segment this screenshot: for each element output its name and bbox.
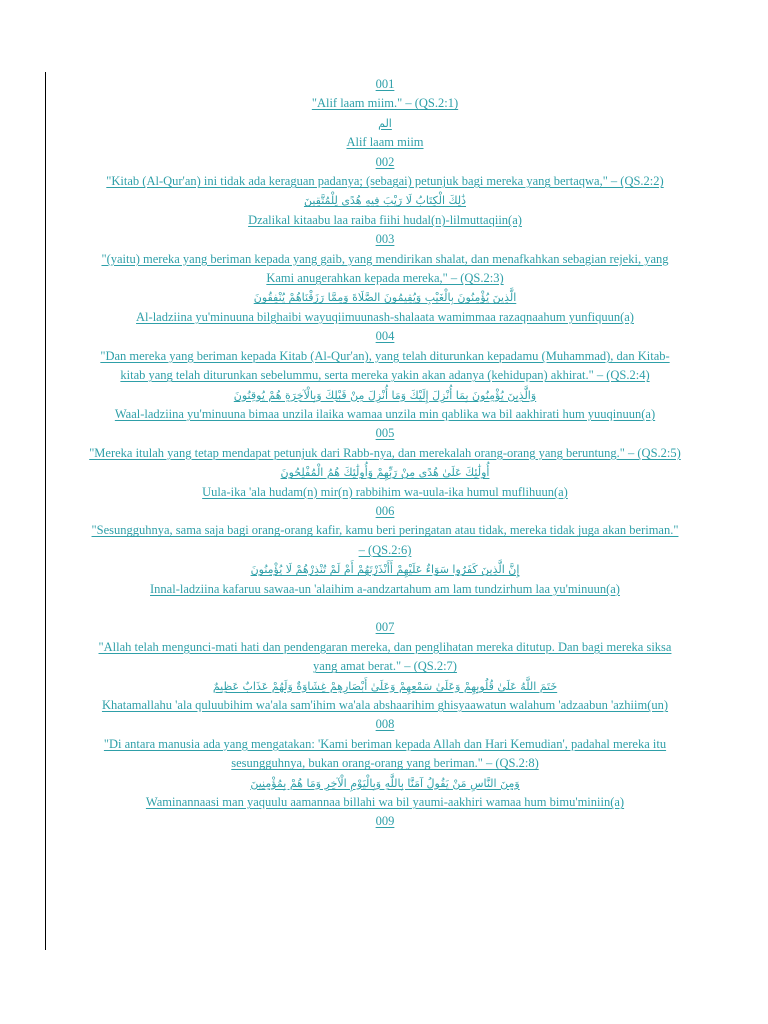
verse-latin[interactable]: Innal-ladziina kafaruu sawaa-un 'alaihim a-andzartahum am lam tundzirhum laa yu'minuun(a): [150, 581, 620, 596]
verse-2: [88, 153, 682, 231]
verse-number[interactable]: 002: [375, 154, 395, 169]
verse-arabic[interactable]: وَالَّذِينَ يُؤْمِنُونَ بِمَا أُنْزِلَ إِلَيْكَ وَمَا أُنْزِلَ مِنْ قَبْلِكَ وَبِالْآخِرَةِ هُمْ يُوقِنُونَ: [233, 388, 537, 402]
verse-8: [88, 715, 682, 812]
verse-translation[interactable]: "Alif laam miim." – (QS.2:1): [311, 96, 459, 111]
blank-line: [88, 599, 682, 618]
verse-4: [88, 327, 682, 424]
verse-number[interactable]: 009: [375, 814, 395, 829]
verse-arabic[interactable]: أُولَٰئِكَ عَلَىٰ هُدًى مِنْ رَبِّهِمْ وَأُولَٰئِكَ هُمُ الْمُفْلِحُونَ: [280, 466, 490, 480]
verse-number[interactable]: 004: [375, 329, 395, 344]
verse-6: [88, 502, 682, 599]
verse-1: [88, 75, 682, 153]
verse-number[interactable]: 003: [375, 232, 395, 247]
verse-9: [88, 812, 682, 831]
verse-arabic[interactable]: إِنَّ الَّذِينَ كَفَرُوا سَوَاءٌ عَلَيْهِمْ أَأَنْذَرْتَهُمْ أَمْ لَمْ تُنْذِرْهُمْ لَا يُؤْمِنُونَ: [250, 563, 520, 577]
verse-arabic[interactable]: الم: [378, 116, 392, 130]
verse-arabic[interactable]: خَتَمَ اللَّهُ عَلَىٰ قُلُوبِهِمْ وَعَلَىٰ سَمْعِهِمْ وَعَلَىٰ أَبْصَارِهِمْ غِشَاوَةٌ وَلَهُمْ عَذَابٌ عَظِيمٌ: [212, 679, 558, 693]
verse-number[interactable]: 008: [375, 717, 395, 732]
verse-arabic[interactable]: الَّذِينَ يُؤْمِنُونَ بِالْغَيْبِ وَيُقِيمُونَ الصَّلَاةَ وَمِمَّا رَزَقْنَاهُمْ يُنْفِقُونَ: [253, 291, 517, 305]
verse-translation[interactable]: "Allah telah mengunci-mati hati dan pendengaran mereka, dan penglihatan mereka ditutup. Dan bagi mereka siksa yang amat berat." – (QS.2:7): [98, 639, 672, 674]
verse-arabic[interactable]: وَمِنَ النَّاسِ مَنْ يَقُولُ آمَنَّا بِاللَّهِ وَبِالْيَوْمِ الْآخِرِ وَمَا هُمْ بِمُؤْمِنِينَ: [250, 776, 520, 790]
verse-translation[interactable]: "Kitab (Al-Qur'an) ini tidak ada keraguan padanya; (sebagai) petunjuk bagi mereka yang bertaqwa," – (QS.2:2): [106, 174, 664, 189]
verse-latin[interactable]: Al-ladziina yu'minuuna bilghaibi wayuqiimuunash-shalaata wamimmaa razaqnaahum yunfiquun(a): [136, 309, 634, 324]
verse-list: [88, 75, 682, 832]
verse-translation[interactable]: "Di antara manusia ada yang mengatakan: 'Kami beriman kepada Allah dan Hari Kemudian', padahal mereka itu sesungguhnya, bukan orang-orang yang beriman." – (QS.2:8): [103, 736, 667, 771]
verse-translation[interactable]: "Mereka itulah yang tetap mendapat petunjuk dari Rabb-nya, dan merekalah orang-orang yang beruntung." – (QS.2:5): [89, 445, 681, 460]
verse-number[interactable]: 006: [375, 503, 395, 518]
verse-latin[interactable]: Uula-ika 'ala hudam(n) mir(n) rabbihim wa-uula-ika humul muflihuun(a): [202, 484, 568, 499]
verse-arabic[interactable]: ذَٰلِكَ الْكِتَابُ لَا رَيْبَ فِيهِ هُدًى لِلْمُتَّقِينَ: [303, 194, 467, 208]
verse-number[interactable]: 005: [375, 426, 395, 441]
verse-5: [88, 424, 682, 502]
verse-3: [88, 230, 682, 327]
verse-latin[interactable]: Alif laam miim: [346, 135, 424, 150]
verse-latin[interactable]: Dzalikal kitaabu laa raiba fiihi hudal(n)-lilmuttaqiin(a): [248, 212, 522, 227]
verse-translation[interactable]: "Sesungguhnya, sama saja bagi orang-orang kafir, kamu beri peringatan atau tidak, mereka tidak juga akan beriman." – (QS.2:6): [91, 523, 679, 557]
verse-number[interactable]: 007: [375, 620, 395, 635]
verse-7: [88, 618, 682, 715]
verse-latin[interactable]: Waminannaasi man yaquulu aamannaa billahi wa bil yaumi-aakhiri wamaa hum bimu'miniin(a): [145, 795, 625, 810]
verse-latin[interactable]: Waal-ladziina yu'minuuna bimaa unzila ilaika wamaa unzila min qablika wa bil aakhirati hum yuuqinuun(a): [114, 406, 656, 421]
verse-number[interactable]: 001: [375, 77, 395, 91]
verse-translation[interactable]: "(yaitu) mereka yang beriman kepada yang gaib, yang mendirikan shalat, dan menafkahkan sebagian rejeki, yang Kami anugerahkan kepada mereka," – (QS.2:3): [101, 251, 669, 286]
verse-translation[interactable]: "Dan mereka yang beriman kepada Kitab (Al-Qur'an), yang telah diturunkan kepadamu (Muhammad), dan Kitab-kitab yang telah diturunkan sebelummu, serta mereka yakin akan adanya (kehidupan) akhirat." – (QS.2:4): [100, 348, 670, 383]
verse-latin[interactable]: Khatamallahu 'ala quluubihim wa'ala sam'ihim wa'ala abshaarihim ghisyaawatun walahum 'adzaabun 'azhiim(un): [101, 697, 669, 712]
page-margin-line: [45, 72, 46, 950]
